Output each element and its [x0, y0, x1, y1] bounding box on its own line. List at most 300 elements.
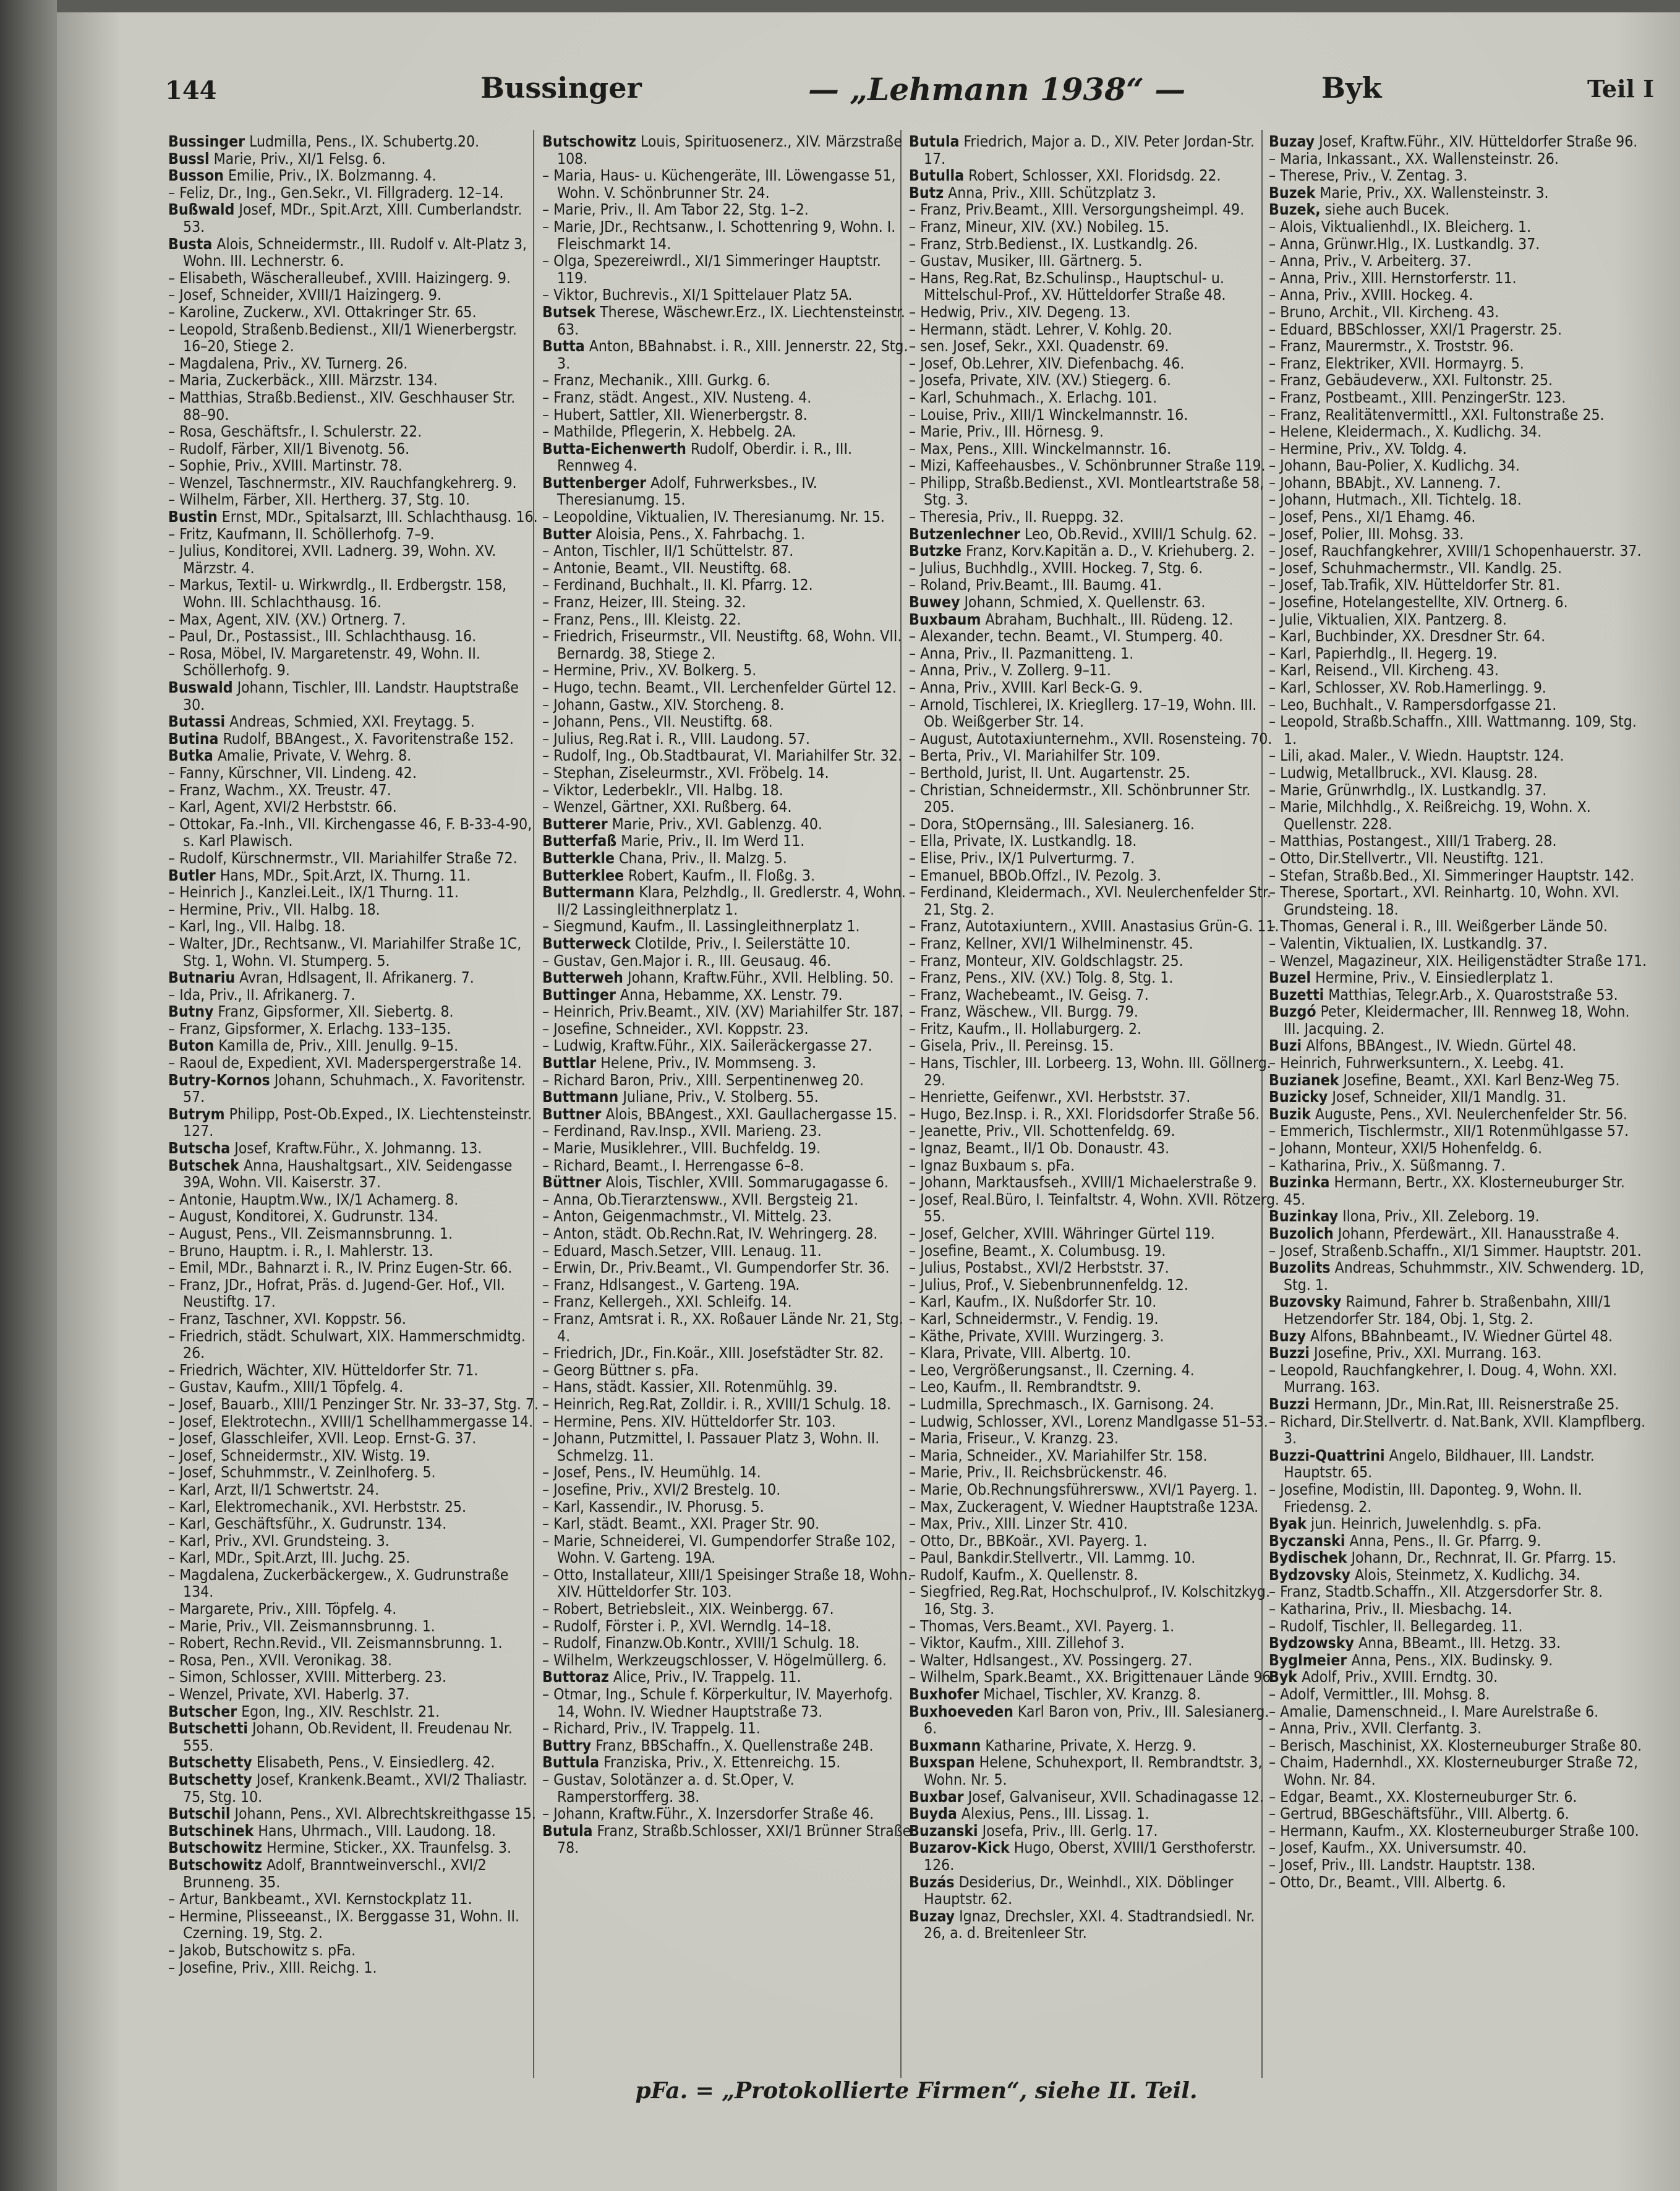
entry-details: – Karl, Buchbinder, XX. Dresdner Str. 64.	[1269, 627, 1546, 646]
directory-entry	[542, 1498, 913, 1516]
directory-entry	[1269, 986, 1649, 1004]
directory-entry	[168, 1908, 539, 1942]
directory-entry	[542, 713, 913, 730]
entry-details: – Johann, Bau-Polier, X. Kudlichg. 34.	[1269, 456, 1520, 475]
directory-entry	[168, 730, 539, 748]
entry-details: – Josefa, Private, XIV. (XV.) Stiegerg. 6.	[909, 371, 1171, 390]
entry-details: – Rudolf, Färber, XII/1 Bivenotg. 56.	[168, 439, 410, 458]
entry-details: Josef, MDr., Spit.Arzt, XIII. Cumberlandstr. 53.	[183, 200, 522, 236]
entry-details: – Franz, Mechanik., XIII. Gurkg. 6.	[542, 371, 770, 390]
directory-entry	[168, 474, 539, 492]
directory-entry	[542, 1822, 913, 1856]
entry-surname: Butschetti	[168, 1719, 248, 1738]
directory-entry	[909, 236, 1280, 253]
page-number: 144	[165, 76, 217, 105]
directory-entry	[542, 1532, 913, 1566]
entry-details: – Bruno, Archit., VII. Kircheng. 43.	[1269, 302, 1499, 321]
entry-details: Franziska, Priv., X. Ettenreichg. 15.	[603, 1753, 841, 1772]
entry-details: jun. Heinrich, Juwelenhdlg. s. pFa.	[1310, 1514, 1542, 1533]
directory-entry	[542, 304, 913, 338]
entry-details: Katharine, Private, X. Herzg. 9.	[985, 1736, 1196, 1754]
directory-entry	[1269, 372, 1649, 389]
directory-entry	[909, 1191, 1280, 1225]
directory-entry	[542, 1003, 913, 1020]
directory-entry	[168, 355, 539, 372]
directory-entry	[168, 1072, 539, 1106]
directory-entry	[542, 1618, 913, 1635]
entry-details: – Karl, Elektromechanik., XVI. Herbststr. 25.	[168, 1497, 467, 1516]
entry-details: Johann, Schuhmach., X. Favoritenstr. 57.	[183, 1070, 526, 1106]
directory-entry	[542, 1771, 913, 1805]
directory-entry	[909, 1583, 1280, 1617]
directory-entry	[909, 952, 1280, 970]
directory-entry	[909, 1328, 1280, 1345]
entry-surname: Buttoraz	[542, 1668, 609, 1686]
directory-entry	[1269, 1157, 1649, 1174]
directory-entry	[909, 1515, 1280, 1532]
entry-details: – Robert, Betriebsleit., XIX. Weinbergg. 67.	[542, 1600, 834, 1618]
entry-surname: Byglmeier	[1269, 1651, 1347, 1669]
entry-details: – Jakob, Butschowitz s. pFa.	[168, 1941, 356, 1959]
entry-details: – Gustav, Kaufm., XIII/1 Töpfelg. 4.	[168, 1378, 404, 1396]
entry-details: Alfons, BBAngest., IV. Wiedn. Gürtel 48.	[1306, 1036, 1577, 1055]
entry-details: – Siegmund, Kaufm., II. Lassingleithnerplatz 1.	[542, 917, 860, 936]
entry-details: – Gustav, Gen.Major i. R., III. Geusaug. 46.	[542, 951, 831, 970]
entry-surname: Butta	[542, 337, 585, 356]
directory-entry	[168, 1037, 539, 1054]
directory-entry	[909, 1464, 1280, 1481]
directory-entry	[1269, 321, 1649, 338]
entry-details: – Hans, städt. Kassier, XII. Rotenmühlg. 39.	[542, 1378, 838, 1396]
entry-details: Ernst, MDr., Spitalsarzt, III. Schlachthausg. 16.	[221, 508, 538, 526]
entry-details: – Karl, Kassendir., IV. Phorusg. 5.	[542, 1497, 764, 1516]
entry-details: Anna, Haushaltgsart., XIV. Seidengasse 39A, Wohn. VII. Kaiserstr. 37.	[183, 1156, 513, 1192]
entry-details: – Hedwig, Priv., XIV. Degeng. 13.	[909, 302, 1131, 321]
directory-entry	[168, 1413, 539, 1430]
entry-details: – Paul, Dr., Postassist., III. Schlachthausg. 16.	[168, 627, 477, 646]
directory-entry	[1269, 1413, 1649, 1447]
entry-details: – sen. Josef, Sekr., XXI. Quadenstr. 69.	[909, 337, 1169, 356]
entry-details: – Leo, Kaufm., II. Rembrandtstr. 9.	[909, 1378, 1141, 1396]
entry-details: – Franz, Wachm., XX. Treustr. 47.	[168, 780, 391, 799]
directory-entry	[168, 1140, 539, 1157]
entry-details: Helene, Priv., IV. Mommseng. 3.	[600, 1054, 817, 1072]
directory-entry	[1269, 1259, 1649, 1293]
entry-details: – Franz, Kellner, XVI/1 Wilhelminenstr. 45.	[909, 934, 1193, 952]
directory-entry	[1269, 1686, 1649, 1703]
right-keyword: Byk	[1321, 71, 1382, 105]
entry-details: – Dora, StOpernsäng., III. Salesianerg. 16.	[909, 814, 1195, 833]
entry-details: – Wilhelm, Werkzeugschlosser, V. Högelmüllerg. 6.	[542, 1651, 887, 1669]
entry-details: – Berta, Priv., VI. Mariahilfer Str. 109.	[909, 746, 1161, 765]
directory-entry	[1269, 457, 1649, 474]
entry-details: – Julie, Viktualien, XIX. Pantzerg. 8.	[1269, 610, 1507, 628]
directory-entry	[909, 1566, 1280, 1584]
entry-details: – Karl, Ing., VII. Halbg. 18.	[168, 917, 346, 936]
entry-surname: Butzenlechner	[909, 524, 1020, 543]
directory-entry	[909, 1447, 1280, 1464]
entry-details: – Josef, Schuhmmstr., V. Zeinlhoferg. 5.	[168, 1463, 436, 1482]
entry-details: Andreas, Schuhmmstr., XIV. Schwenderg. 1D, Stg. 1.	[1284, 1258, 1644, 1294]
entry-details: Hans, Uhrmach., VIII. Laudong. 18.	[258, 1821, 496, 1840]
entry-details: Chana, Priv., II. Malzg. 5.	[619, 848, 787, 867]
entry-details: – Karl, Schuhmach., X. Erlachg. 101.	[909, 388, 1158, 406]
directory-entry	[1269, 696, 1649, 714]
entry-details: – Arnold, Tischlerei, IX. Kriegllerg. 17–19, Wohn. III. Ob. Weißgerber Str. 14.	[909, 695, 1257, 731]
entry-details: – Jeanette, Priv., VII. Schottenfeldg. 69.	[909, 1122, 1175, 1140]
directory-entry	[1269, 201, 1649, 218]
entry-details: Johann, Ob.Revident, II. Freudenau Nr. 555.	[183, 1719, 513, 1754]
directory-entry	[168, 1634, 539, 1652]
entry-surname: Butina	[168, 729, 219, 748]
directory-entry	[168, 1652, 539, 1669]
directory-entry	[909, 1378, 1280, 1396]
directory-entry	[542, 1310, 913, 1344]
entry-details: – Hermann, städt. Lehrer, V. Kohlg. 20.	[909, 320, 1172, 338]
directory-entry	[542, 526, 913, 543]
directory-entry	[1269, 423, 1649, 440]
entry-details: Matthias, Telegr.Arb., X. Quaroststraße 53.	[1328, 985, 1618, 1004]
directory-entry	[168, 150, 539, 168]
directory-entry	[909, 1703, 1280, 1737]
entry-surname: Butschetty	[168, 1770, 252, 1788]
entry-surname: Buzzi	[1269, 1344, 1310, 1362]
entry-surname: Buzik	[1269, 1104, 1311, 1123]
entry-details: siehe auch Bucek.	[1324, 200, 1450, 219]
entry-details: – Josefine, Hotelangestellte, XIV. Ortnerg. 6.	[1269, 593, 1568, 612]
entry-details: – Friedrich, JDr., Fin.Koär., XIII. Josefstädter Str. 82.	[542, 1344, 884, 1362]
directory-entry	[542, 1174, 913, 1191]
entry-details: – Viktor, Lederbeklr., VII. Halbg. 18.	[542, 780, 783, 799]
directory-entry	[542, 474, 913, 508]
entry-surname: Butschowitz	[542, 133, 636, 150]
directory-entry	[542, 1225, 913, 1242]
entry-details: – Marie, Ob.Rechnungsführersww., XVI/1 Payerg. 1.	[909, 1480, 1258, 1498]
directory-entry	[168, 1157, 539, 1191]
directory-entry	[542, 1737, 913, 1754]
directory-entry	[542, 611, 913, 628]
directory-entry	[168, 798, 539, 816]
directory-entry	[909, 1344, 1280, 1362]
entry-surname: Butta-Eichenwerth	[542, 439, 686, 458]
entry-details: – Josefine, Schneider., XVI. Koppstr. 23.	[542, 1019, 809, 1038]
entry-details: – Theresia, Priv., II. Rueppg. 32.	[909, 508, 1124, 526]
directory-entry	[909, 338, 1280, 355]
directory-entry	[1269, 218, 1649, 236]
entry-details: Clotilde, Priv., I. Seilerstätte 10.	[635, 934, 851, 952]
entry-surname: Butula	[909, 133, 960, 150]
directory-entry	[1269, 1737, 1649, 1754]
entry-details: – Ludmilla, Sprechmasch., IX. Garnisong. 24.	[909, 1394, 1214, 1413]
directory-entry	[1269, 338, 1649, 355]
directory-column-3	[909, 133, 1280, 2075]
entry-surname: Butterfaß	[542, 832, 617, 850]
entry-details: – Josef, Rauchfangkehrer, XVIII/1 Schopenhauerstr. 37.	[1269, 542, 1642, 560]
entry-details: – Leopoldine, Viktualien, IV. Theresianumg. Nr. 15.	[542, 508, 885, 526]
entry-details: – Ludwig, Metallbruck., XVI. Klausg. 28.	[1269, 763, 1538, 782]
entry-details: – Richard Baron, Priv., XIII. Serpentinenweg 20.	[542, 1070, 864, 1089]
entry-details: – Sophie, Priv., XVIII. Martinstr. 78.	[168, 456, 403, 475]
directory-entry	[909, 1003, 1280, 1020]
entry-details: Johann, Kraftw.Führ., XVII. Helbling. 50.	[627, 968, 894, 987]
entry-details: – Karl, städt. Beamt., XXI. Prager Str. 90.	[542, 1514, 820, 1533]
entry-details: – Maria, Inkassant., XX. Wallensteinstr. 26.	[1269, 149, 1559, 168]
directory-entry	[542, 747, 913, 764]
entry-details: – Friedrich, städt. Schulwart, XIX. Hammerschmidtg. 26.	[168, 1326, 526, 1362]
directory-entry	[168, 645, 539, 679]
directory-entry	[909, 1225, 1280, 1242]
entry-details: – Heinrich, Reg.Rat, Zolldir. i. R., XVIII/1 Schulg. 18.	[542, 1394, 891, 1413]
directory-entry	[909, 1396, 1280, 1413]
entry-details: – Karl, MDr., Spit.Arzt, III. Juchg. 25.	[168, 1548, 411, 1567]
directory-entry	[909, 440, 1280, 458]
entry-details: – Christian, Schneidermstr., XII. Schönbrunner Str. 205.	[909, 780, 1251, 816]
entry-details: – Rudolf, Ing., Ob.Stadtbaurat, VI. Mariahilfer Str. 32.	[542, 746, 902, 765]
entry-details: – Walter, JDr., Rechtsanw., VI. Mariahilfer Straße 1C, Stg. 1, Wohn. VI. Stumperg. 5.	[168, 934, 522, 970]
entry-details: – Eduard, Masch.Setzer, VIII. Lenaug. 11.	[542, 1241, 822, 1260]
directory-entry	[909, 747, 1280, 764]
directory-entry	[168, 236, 539, 270]
directory-entry	[168, 457, 539, 474]
directory-entry	[168, 1600, 539, 1618]
entry-surname: Bydzovsky	[1269, 1565, 1350, 1584]
entry-details: – Johann, Pens., VII. Neustiftg. 68.	[542, 712, 773, 731]
directory-entry	[1269, 1106, 1649, 1123]
directory-entry	[168, 1532, 539, 1550]
entry-details: – Elisabeth, Wäscheralleubef., XVIII. Haizingerg. 9.	[168, 268, 511, 287]
entry-details: – Robert, Rechn.Revid., VII. Zeismannsbrunng. 1.	[168, 1634, 503, 1652]
entry-surname: Buzi	[1269, 1036, 1302, 1055]
directory-entry	[542, 372, 913, 389]
directory-entry	[168, 713, 539, 730]
directory-entry	[168, 1822, 539, 1840]
entry-details: Rudolf, BBAngest., X. Favoritenstraße 152.	[223, 729, 514, 748]
entry-details: Anna, Pens., XIX. Budinsky. 9.	[1351, 1651, 1553, 1669]
directory-entry	[542, 969, 913, 986]
directory-entry	[542, 1378, 913, 1396]
entry-details: Josef, Schneider, XII/1 Mandlg. 31.	[1332, 1088, 1567, 1106]
entry-details: – August, Konditorei, X. Gudrunstr. 134.	[168, 1207, 439, 1226]
entry-details: Egon, Ing., XIV. Reschlstr. 21.	[241, 1702, 440, 1720]
directory-entry	[168, 1191, 539, 1208]
entry-details: Elisabeth, Pens., V. Einsiedlerg. 42.	[256, 1753, 495, 1772]
entry-details: Hermine, Sticker., XX. Traunfelsg. 3.	[266, 1839, 511, 1857]
entry-details: – Heinrich, Fuhrwerksuntern., X. Leebg. 41.	[1269, 1054, 1564, 1072]
directory-entry	[909, 918, 1280, 935]
directory-entry	[542, 986, 913, 1004]
directory-entry	[909, 1686, 1280, 1703]
directory-entry	[1269, 236, 1649, 253]
entry-details: – Max, Zuckeragent, V. Wiedner Hauptstraße 123A.	[909, 1497, 1259, 1516]
entry-details: – Marie, Milchhdlg., X. Reißreichg. 19, Wohn. X. Quellenstr. 228.	[1269, 798, 1591, 833]
entry-details: Franz, Korv.Kapitän a. D., V. Kriehuberg. 2.	[966, 542, 1255, 560]
entry-details: – Franz, Elektriker, XVII. Hormayrg. 5.	[1269, 354, 1524, 372]
directory-entry	[909, 474, 1280, 508]
entry-details: – Wenzel, Private, XVI. Haberlg. 37.	[168, 1685, 409, 1704]
directory-entry	[909, 1788, 1280, 1806]
entry-details: – Franz, Wäschew., VII. Burgg. 79.	[909, 1002, 1138, 1021]
entry-details: – Johann, Hutmach., XII. Tichtelg. 18.	[1269, 490, 1522, 509]
directory-entry	[1269, 1293, 1649, 1327]
directory-entry	[542, 406, 913, 424]
entry-details: – Adolf, Vermittler., III. Mohsg. 8.	[1269, 1685, 1490, 1704]
directory-entry	[1269, 611, 1649, 628]
directory-column-1	[168, 133, 539, 2075]
entry-details: – Josef, Glasschleifer, XVII. Leop. Ernst-G. 37.	[168, 1429, 477, 1448]
book-binding	[0, 0, 57, 2191]
entry-details: Anna, Priv., XIII. Schützplatz 3.	[948, 183, 1156, 202]
entry-details: – Hans, Tischler, III. Lorbeerg. 13, Wohn. III. Göllnerg. 29.	[909, 1054, 1271, 1089]
entry-details: – Josefine, Modistin, III. Daponteg. 9, Wohn. II. Friedensg. 2.	[1269, 1480, 1582, 1516]
directory-entry	[909, 201, 1280, 218]
entry-details: – Olga, Spezereiwrdl., XI/1 Simmeringer Hauptstr. 119.	[542, 252, 881, 287]
entry-details: – Edgar, Beamt., XX. Klosterneuburger Str. 6.	[1269, 1787, 1577, 1806]
entry-surname: Busson	[168, 166, 224, 185]
directory-entry	[168, 1703, 539, 1720]
entry-details: Alexius, Pens., III. Lissag. 1.	[961, 1804, 1149, 1823]
entry-details: Josefa, Priv., III. Gerlg. 17.	[982, 1821, 1158, 1840]
directory-entry	[1269, 1242, 1649, 1260]
entry-surname: Buzovsky	[1269, 1292, 1342, 1311]
directory-entry	[168, 1310, 539, 1328]
directory-entry	[1269, 1174, 1649, 1208]
directory-entry	[1269, 526, 1649, 543]
directory-entry	[909, 304, 1280, 321]
directory-entry	[168, 1890, 539, 1908]
entry-details: – Franz, JDr., Hofrat, Präs. d. Jugend-Ger. Hof., VII. Neustiftg. 17.	[168, 1275, 505, 1311]
entry-details: – Rudolf, Kaufm., X. Quellenstr. 8.	[909, 1565, 1138, 1584]
directory-entry	[542, 1652, 913, 1669]
entry-details: – Karl, Schlosser, XV. Rob.Hamerlingg. 9.	[1269, 678, 1546, 696]
directory-entry	[1269, 1396, 1649, 1413]
directory-entry	[909, 560, 1280, 577]
directory-entry	[542, 1208, 913, 1225]
entry-details: – Anna, Priv., XVIII. Hockeg. 4.	[1269, 286, 1473, 304]
entry-details: – Max, Agent, XIV. (XV.) Ortnerg. 7.	[168, 610, 406, 628]
directory-entry	[1269, 133, 1649, 150]
entry-details: Anna, BBeamt., III. Hetzg. 33.	[1358, 1634, 1561, 1652]
directory-entry	[1269, 1754, 1649, 1788]
directory-entry	[542, 542, 913, 560]
entry-details: – Eduard, BBSchlosser, XXI/1 Pragerstr. 25.	[1269, 320, 1563, 338]
entry-details: – Anna, Priv., II. Pazmanitteng. 1.	[909, 644, 1134, 662]
entry-details: – Fanny, Kürschner, VII. Lindeng. 42.	[168, 763, 417, 782]
entry-details: – Franz, Hdlsangest., V. Garteng. 19A.	[542, 1275, 800, 1294]
directory-entry	[168, 491, 539, 508]
entry-details: – Josefine, Priv., XIII. Reichg. 1.	[168, 1958, 377, 1976]
entry-details: – Josef, Priv., III. Landstr. Hauptstr. 138.	[1269, 1855, 1536, 1874]
directory-entry	[909, 1122, 1280, 1140]
entry-details: – Leopold, Straßenb.Bedienst., XII/1 Wienerbergstr. 16–20, Stiege 2.	[168, 320, 517, 356]
entry-details: Juliane, Priv., V. Stolberg. 55.	[623, 1088, 819, 1106]
directory-entry	[168, 440, 539, 458]
directory-entry	[909, 1668, 1280, 1686]
directory-entry	[1269, 1088, 1649, 1106]
entry-surname: Butschowitz	[168, 1839, 262, 1857]
directory-entry	[1269, 304, 1649, 321]
directory-entry	[909, 457, 1280, 474]
directory-entry	[542, 1686, 913, 1720]
directory-entry	[1269, 1072, 1649, 1089]
entry-surname: Buxspan	[909, 1753, 975, 1772]
entry-details: – Franz, Pens., III. Kleistg. 22.	[542, 610, 741, 628]
entry-details: – Johann, Kraftw.Führ., X. Inzersdorfer Straße 46.	[542, 1804, 874, 1823]
entry-details: – Alexander, techn. Beamt., VI. Stumperg. 40.	[909, 627, 1223, 646]
entry-details: Marie, Priv., XI/1 Felsg. 6.	[213, 149, 386, 168]
directory-entry	[168, 1276, 539, 1310]
directory-entry	[168, 1959, 539, 1976]
directory-entry	[1269, 1668, 1649, 1686]
entry-details: – Marie, Musiklehrer., VIII. Buchfeldg. 19.	[542, 1139, 821, 1158]
entry-details: – Rudolf, Förster i. P., XVI. Werndlg. 14–18.	[542, 1617, 832, 1635]
directory-entry	[542, 696, 913, 714]
entry-surname: Buzay	[1269, 133, 1315, 150]
entry-details: – Hugo, Bez.Insp. i. R., XXI. Floridsdorfer Straße 56.	[909, 1104, 1260, 1123]
entry-details: – Artur, Bankbeamt., XVI. Kernstockplatz 11.	[168, 1890, 472, 1908]
directory-entry	[168, 133, 539, 150]
directory-entry	[909, 832, 1280, 850]
entry-details: Hermann, JDr., Min.Rat, III. Reisnerstraße 25.	[1313, 1394, 1619, 1413]
entry-details: – Franz, Wachebeamt., IV. Geisg. 7.	[909, 985, 1149, 1004]
entry-details: Johann, Tischler, III. Landstr. Hauptstraße 30.	[183, 678, 519, 714]
entry-details: – Marie, Priv., II. Reichsbrückenstr. 46.	[909, 1463, 1168, 1482]
entry-details: – Friedrich, Wächter, XIV. Hütteldorfer Str. 71.	[168, 1360, 479, 1379]
directory-entry	[1269, 1805, 1649, 1822]
directory-entry	[909, 696, 1280, 730]
directory-entry	[1269, 782, 1649, 799]
directory-entry	[1269, 440, 1649, 458]
entry-details: – Helene, Kleidermach., X. Kudlichg. 34.	[1269, 422, 1542, 441]
directory-entry	[1269, 491, 1649, 508]
entry-details: – Franz, Monteur, XIV. Goldschlagstr. 25.	[909, 951, 1183, 970]
entry-details: – Josef, Pens., XI/1 Ehamg. 46.	[1269, 508, 1476, 526]
directory-entry	[168, 816, 539, 850]
entry-details: – Hermine, Priv., XV. Bolkerg. 5.	[542, 661, 757, 680]
entry-details: – Franz, Taschner, XVI. Koppstr. 56.	[168, 1309, 406, 1328]
directory-entry	[909, 986, 1280, 1004]
directory-entry	[1269, 252, 1649, 270]
directory-entry	[909, 1430, 1280, 1447]
directory-entry	[542, 918, 913, 935]
entry-details: – Käthe, Private, XVIII. Wurzingerg. 3.	[909, 1326, 1164, 1345]
entry-details: Aloisia, Pens., X. Fahrbachg. 1.	[595, 524, 806, 543]
entry-details: Andreas, Schmied, XXI. Freytagg. 5.	[229, 712, 475, 731]
directory-entry	[168, 782, 539, 799]
entry-details: – Siegfried, Reg.Rat, Hochschulprof., IV. Kolschitzkyg. 16, Stg. 3.	[909, 1582, 1270, 1618]
entry-details: – Feliz, Dr., Ing., Gen.Sekr., VI. Fillgraderg. 12–14.	[168, 183, 504, 202]
directory-entry	[168, 321, 539, 355]
directory-entry	[542, 508, 913, 526]
directory-entry	[909, 628, 1280, 645]
entry-surname: Buzzi	[1269, 1394, 1310, 1413]
entry-surname: Butterweck	[542, 934, 631, 952]
entry-details: Alois, Steinmetz, X. Kudlichg. 34.	[1354, 1565, 1580, 1584]
directory-entry	[1269, 508, 1649, 526]
directory-entry	[1269, 1634, 1649, 1652]
entry-surname: Buttenberger	[542, 473, 647, 492]
entry-surname: Buttner	[542, 1104, 602, 1123]
entry-details: – Rudolf, Tischler, II. Bellegardeg. 11.	[1269, 1617, 1523, 1635]
entry-details: – Julius, Konditorei, XVII. Ladnerg. 39, Wohn. XV. Märzstr. 4.	[168, 542, 497, 577]
directory-entry	[1269, 679, 1649, 696]
entry-details: – Magdalena, Zuckerbäckergew., X. Gudrunstraße 134.	[168, 1565, 509, 1601]
entry-details: Josef, Krankenk.Beamt., XVI/2 Thaliastr. 75, Stg. 10.	[183, 1770, 527, 1806]
directory-entry	[1269, 1515, 1649, 1532]
entry-details: – Rudolf, Kürschnermstr., VII. Mariahilfer Straße 72.	[168, 848, 518, 867]
directory-entry	[168, 526, 539, 543]
entry-details: – Klara, Private, VIII. Albertg. 10.	[909, 1344, 1131, 1362]
entry-details: Klara, Pelzhdlg., II. Gredlerstr. 4, Wohn. II/2 Lassingleithnerplatz 1.	[557, 883, 906, 918]
